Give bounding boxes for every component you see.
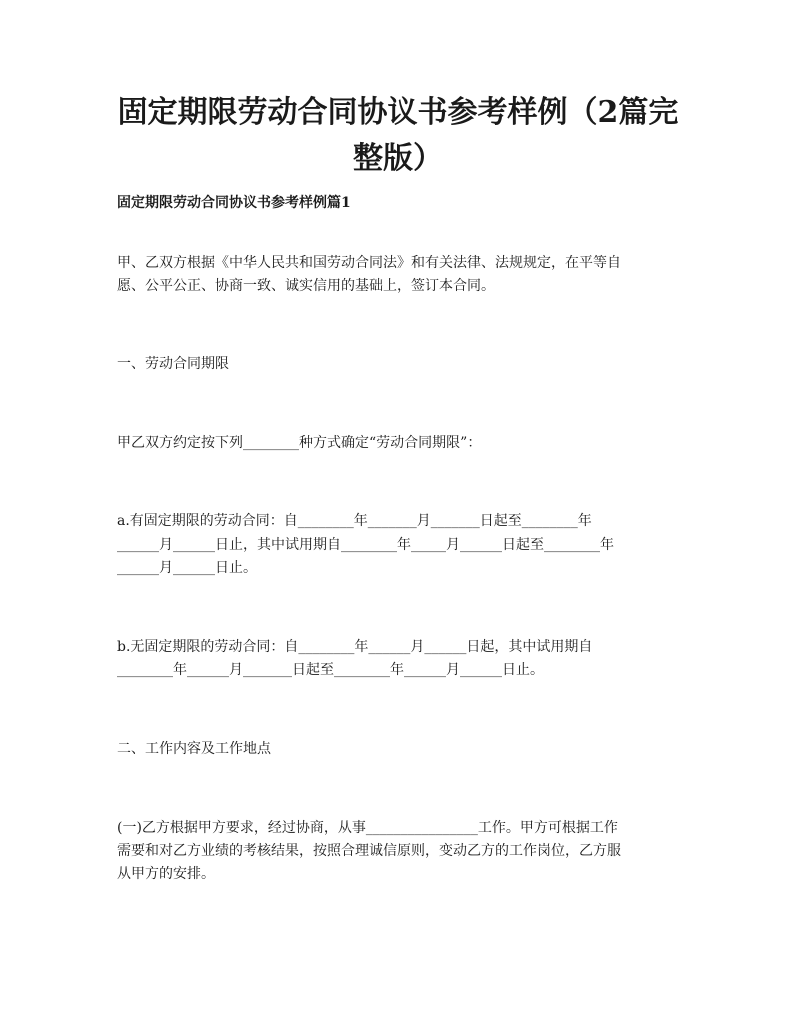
work-content-line-1: (一)乙方根据甲方要求，经过协商，从事________________工作。甲方可根据工作 (117, 820, 618, 836)
work-content-line-3: 从甲方的安排。 (117, 866, 215, 882)
intro-line-2: 愿、公平公正、协商一致、诚实信用的基础上，签订本合同。 (117, 278, 495, 294)
document-title-line-1: 固定期限劳动合同协议书参考样例（2篇完 (117, 95, 679, 130)
section-subtitle: 固定期限劳动合同协议书参考样例篇1 (117, 195, 351, 211)
option-b-line-2: ________年______月_______日起至________年______月______日止。 (117, 662, 544, 678)
option-a-line-2: ______月______日止，其中试用期自________年_____月______日起至________年 (117, 537, 614, 553)
option-a-line-3: ______月______日止。 (117, 560, 257, 576)
intro-line-1: 甲、乙双方根据《中华人民共和国劳动合同法》和有关法律、法规规定，在平等自 (117, 255, 621, 271)
option-a-line-1: a.有固定期限的劳动合同：自________年_______月_______日起至________年 (117, 513, 592, 529)
work-content-line-2: 需要和对乙方业绩的考核结果，按照合理诚信原则，变动乙方的工作岗位，乙方服 (117, 843, 621, 859)
document-title-line-2: 整版） (353, 141, 443, 176)
section-2-heading: 二、工作内容及工作地点 (117, 741, 271, 757)
term-choice-line: 甲乙双方约定按下列________种方式确定“劳动合同期限”： (117, 435, 482, 451)
option-b-line-1: b.无固定期限的劳动合同：自________年______月______日起，其中试用期自 (117, 639, 593, 655)
section-1-heading: 一、劳动合同期限 (117, 356, 229, 372)
